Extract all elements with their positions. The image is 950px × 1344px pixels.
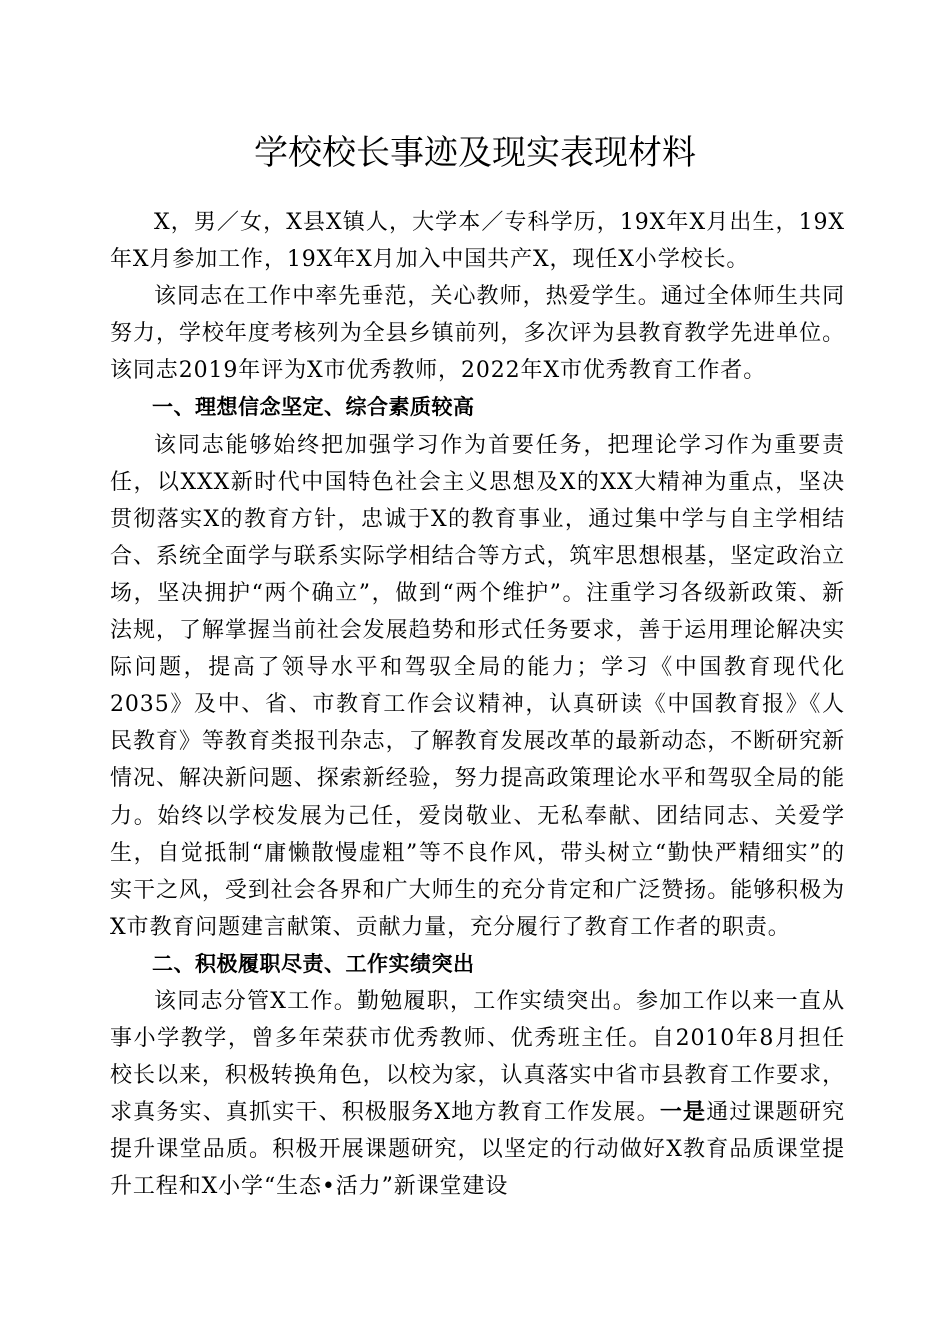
section-2-text-a: 该同志分管X工作。勤勉履职，工作实绩突出。参加工作以来一直从事小学教学，曾多年荣获市优秀教师、优秀班主任。自2010年8月担任校长以来，积极转换角色，以校为家，认真落实中省市县教育工作要求，求真务实、真抓实干、积极服务X地方教育工作发展。 [110,988,845,1126]
summary-paragraph: 该同志在工作中率先垂范，关心教师，热爱学生。通过全体师生共同努力，学校年度考核列为全县乡镇前列，多次评为县教育教学先进单位。该同志2019年评为X市优秀教师，2022年X市优秀教育工作者。 [110,284,845,384]
document-title: 学校校长事迹及现实表现材料 [254,133,696,173]
section-1-paragraph: 该同志能够始终把加强学习作为首要任务，把理论学习作为重要责任，以XXX新时代中国特色社会主义思想及X的XX大精神为重点，坚决贯彻落实X的教育方针，忠诚于X的教育事业，通过集中学与自主学相结合、系统全面学与联系实际学相结合等方式，筑牢思想根基，坚定政治立场，坚决拥护“两个确立”，做到“两个维护”。注重学习各级新政策、新法规，了解掌握当前社会发展趋势和形式任务要求，善于运用理论解决实际问题，提高了领导水平和驾驭全局的能力；学习《中国教育现代化2035》及中、省、市教育工作会议精神，认真研读《中国教育报》《人民教育》等教育类报刊杂志，了解教育发展改革的最新动态，不断研究新情况、解决新问题、探索新经验，努力提高政策理论水平和驾驭全局的能力。始终以学校发展为己任，爱岗敬业、无私奉献、团结同志、关爱学生，自觉抵制“庸懒散慢虚粗”等不良作风，带头树立“勤快严精细实”的实干之风，受到社会各界和广大师生的充分肯定和广泛赞扬。能够积极为X市教育问题建言献策、贡献力量，充分履行了教育工作者的职责。 [110,432,845,940]
section-heading-1: 一、理想信念坚定、综合素质较高 [152,395,475,420]
section-heading-2: 二、积极履职尽责、工作实绩突出 [152,951,475,976]
section-2-bold-marker: 一是 [659,1100,707,1126]
section-2-paragraph [110,983,845,1206]
section-2-text-b: 通过课题研究提升课堂品质。积极开展课题研究，以坚定的行动做好X教育品质课堂提升工程和X小学“生态•活力”新课堂建设 [110,1100,845,1200]
document-body [110,204,845,1206]
intro-paragraph: X，男／女，X县X镇人，大学本／专科学历，19X年X月出生，19X年X月参加工作，19X年X月加入中国共产X，现任X小学校长。 [110,210,845,273]
